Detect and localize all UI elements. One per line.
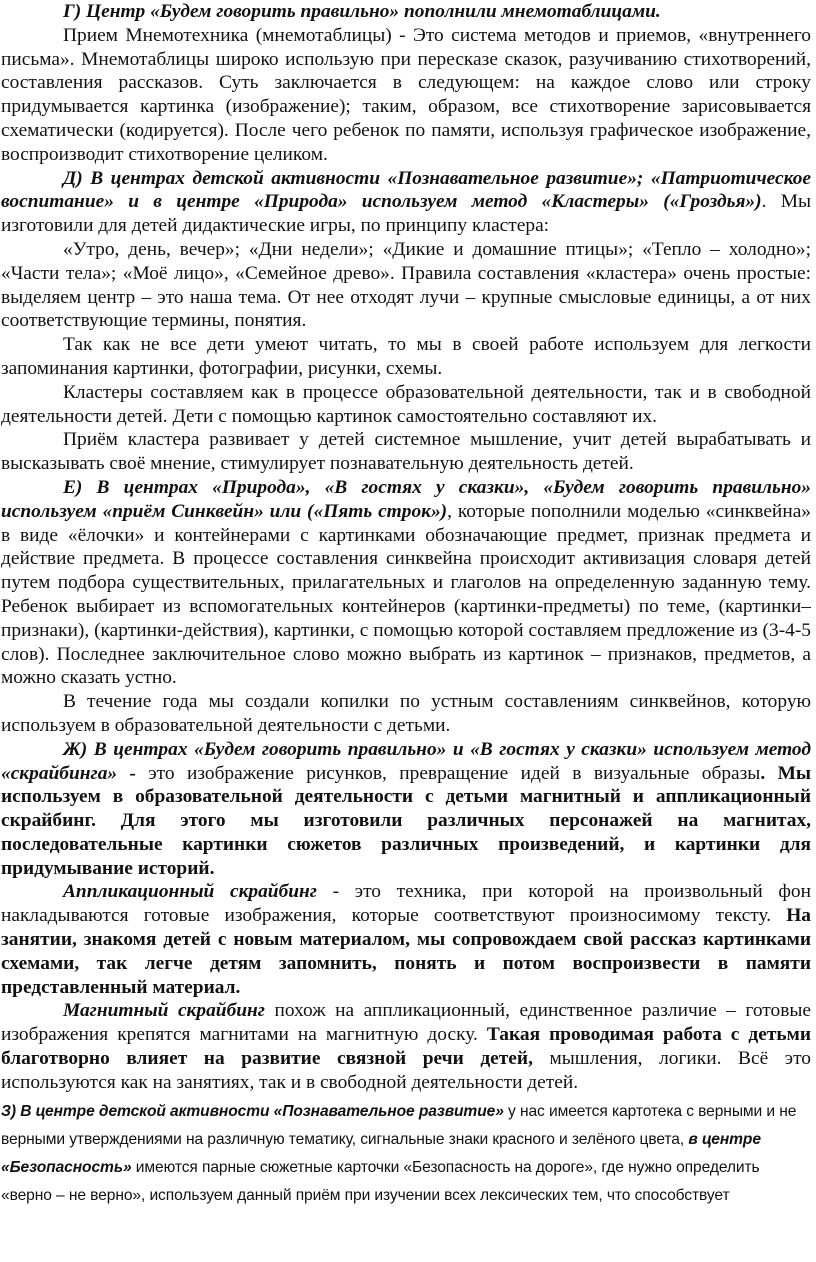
- term-applique-scribing: Аппликационный скрайбинг: [63, 881, 317, 903]
- paragraph-clusters-heading: [1, 167, 811, 238]
- paragraph-cluster-activity: [1, 381, 811, 429]
- paragraph-text: Прием Мнемотехника (мнемотаблицы) - Это система методов и приемов, «внутреннего письма». Мнемотаблицы широко использую при пересказе сказок, разучиванию стихотворений, составления рассказов. Суть заключается в следующем: на каждое слово или строку придумывается картинка (изображение); таким, образом, все стихотворение зарисовывается схематически (кодируется). После чего ребенок по памяти, используя графическое изображение, воспроизводит стихотворение целиком.: [1, 24, 811, 165]
- section-heading-d: Д) В центрах детской активности «Познавательное развитие»; «Патриотическое воспитание» и в центре «Природа» используем метод «Кластеры» («Гроздья»): [1, 167, 811, 213]
- paragraph-syncwine-collection: [1, 690, 811, 738]
- paragraph-text: В течение года мы создали копилки по устным составлениям синквейнов, которую используем в образовательной деятельности с детьми.: [1, 691, 811, 736]
- term-magnetic-scribing: Магнитный скрайбинг: [63, 1000, 265, 1022]
- paragraph-text: похож на аппликационный, единственное различие – готовые изображения крепятся магнитами на магнитную доску.: [1, 1000, 811, 1046]
- paragraph-text: это изображение рисунков, превращение идей в визуальные образы: [135, 762, 761, 784]
- section-heading-g: Г) Центр «Будем говорить правильно» пополнили мнемотаблицами.: [63, 1, 661, 22]
- paragraph-cluster-benefits: [1, 428, 811, 476]
- paragraph-cluster-games: [1, 238, 811, 333]
- section-heading-zh: Ж) В центрах «Будем говорить правильно» и «В гостях у сказки» используем метод «скрайбинга» -: [1, 738, 811, 784]
- paragraph-mnemotables-heading: [1, 0, 811, 24]
- paragraph-cognitive-development: [1, 1098, 811, 1211]
- paragraph-bold-text: . Мы используем в образовательной деятельности с детьми магнитный и аппликационный скрайбинг. Для этого мы изготовили различных персонажей на магнитах, последовательные картинки сюжетов различных произведений, и картинки для придумывание историй.: [1, 762, 812, 879]
- paragraph-text: Кластеры составляем как в процессе образовательной деятельности, так и в свободной деятельности детей. Дети с помощью картинок самостоятельно составляют их.: [1, 381, 811, 427]
- paragraph-applique-scribing: [1, 880, 811, 999]
- paragraph-text: - это техника, при которой на произвольный фон накладываются готовые изображения, которые соответствуют произносимому тексту.: [1, 881, 811, 927]
- paragraph-mnemotechnics: [1, 24, 811, 167]
- section-heading-z: З) В центре детской активности «Познавательное развитие»: [1, 1102, 504, 1120]
- paragraph-text: Так как не все дети умеют читать, то мы в своей работе используем для легкости запоминания картинки, фотографии, рисунки, схемы.: [1, 334, 811, 379]
- paragraph-text: «Утро, день, вечер»; «Дни недели»; «Дикие и домашние птицы»; «Тепло – холодно»; «Части тела»; «Моё лицо», «Семейное древо». Правила составления «кластера» очень простые: выделяем центр – это наша тема. От нее отходят лучи – крупные смысловые единицы, а от них соответствующие термины, понятия.: [1, 238, 811, 332]
- paragraph-text: у нас имеется картотека с верными и не верными утверждениями на различную тематику, сигнальные знаки красного и зелёного цвета,: [1, 1102, 797, 1148]
- paragraph-scribing: [1, 738, 811, 881]
- paragraph-bold-text: На занятии, знакомя детей с новым материалом, мы сопровождаем свой рассказ картинками схемами, так легче детям запомнить, понять и потом воспроизвести в памяти представленный материал.: [1, 905, 811, 998]
- paragraph-text: . Мы изготовили для детей дидактические игры, по принципу кластера:: [1, 191, 812, 237]
- paragraph-text: , которые пополнили моделью «синквейна» в виде «ёлочки» и контейнерами с картинками обозначающие предмет, признак предмета и действие предмета. В процессе составления синквейна происходит активизация словаря детей путем подбора существительных, прилагательных и глаголов на определенную заданную тему. Ребенок выбирает из вспомогательных контейнеров (картинки-предметы) по теме, (картинки–признаки), (картинки-действия), картинки, с помощью которой составляем предложение из (3-4-5 слов). Последнее заключительное слово можно выбрать из картинок – признаков, предметов, а можно сказать устно.: [1, 500, 811, 689]
- paragraph-text: мышления, логики. Всё это используются как на занятиях, так и в свободной деятельности детей.: [1, 1048, 811, 1093]
- section-heading-safety: в центре «Безопасность»: [1, 1130, 761, 1177]
- paragraph-text: имеются парные сюжетные карточки «Безопасность на дороге», где нужно определить «верно – не верно», используем данный приём при изучении всех лексических тем, что способствует: [1, 1159, 760, 1205]
- section-heading-e: Е) В центрах «Природа», «В гостях у сказки», «Будем говорить правильно» используем «приём Синквейн» или («Пять строк»): [1, 476, 811, 522]
- paragraph-syncwine: [1, 476, 811, 690]
- paragraph-text: Приём кластера развивает у детей системное мышление, учит детей вырабатывать и высказывать своё мнение, стимулирует познавательную деятельность детей.: [1, 429, 811, 475]
- paragraph-magnetic-scribing: [1, 999, 811, 1094]
- paragraph-bold-text: Такая проводимая работа с детьми благотворно влияет на развитие связной речи детей,: [1, 1024, 811, 1070]
- paragraph-pictures: [1, 333, 811, 381]
